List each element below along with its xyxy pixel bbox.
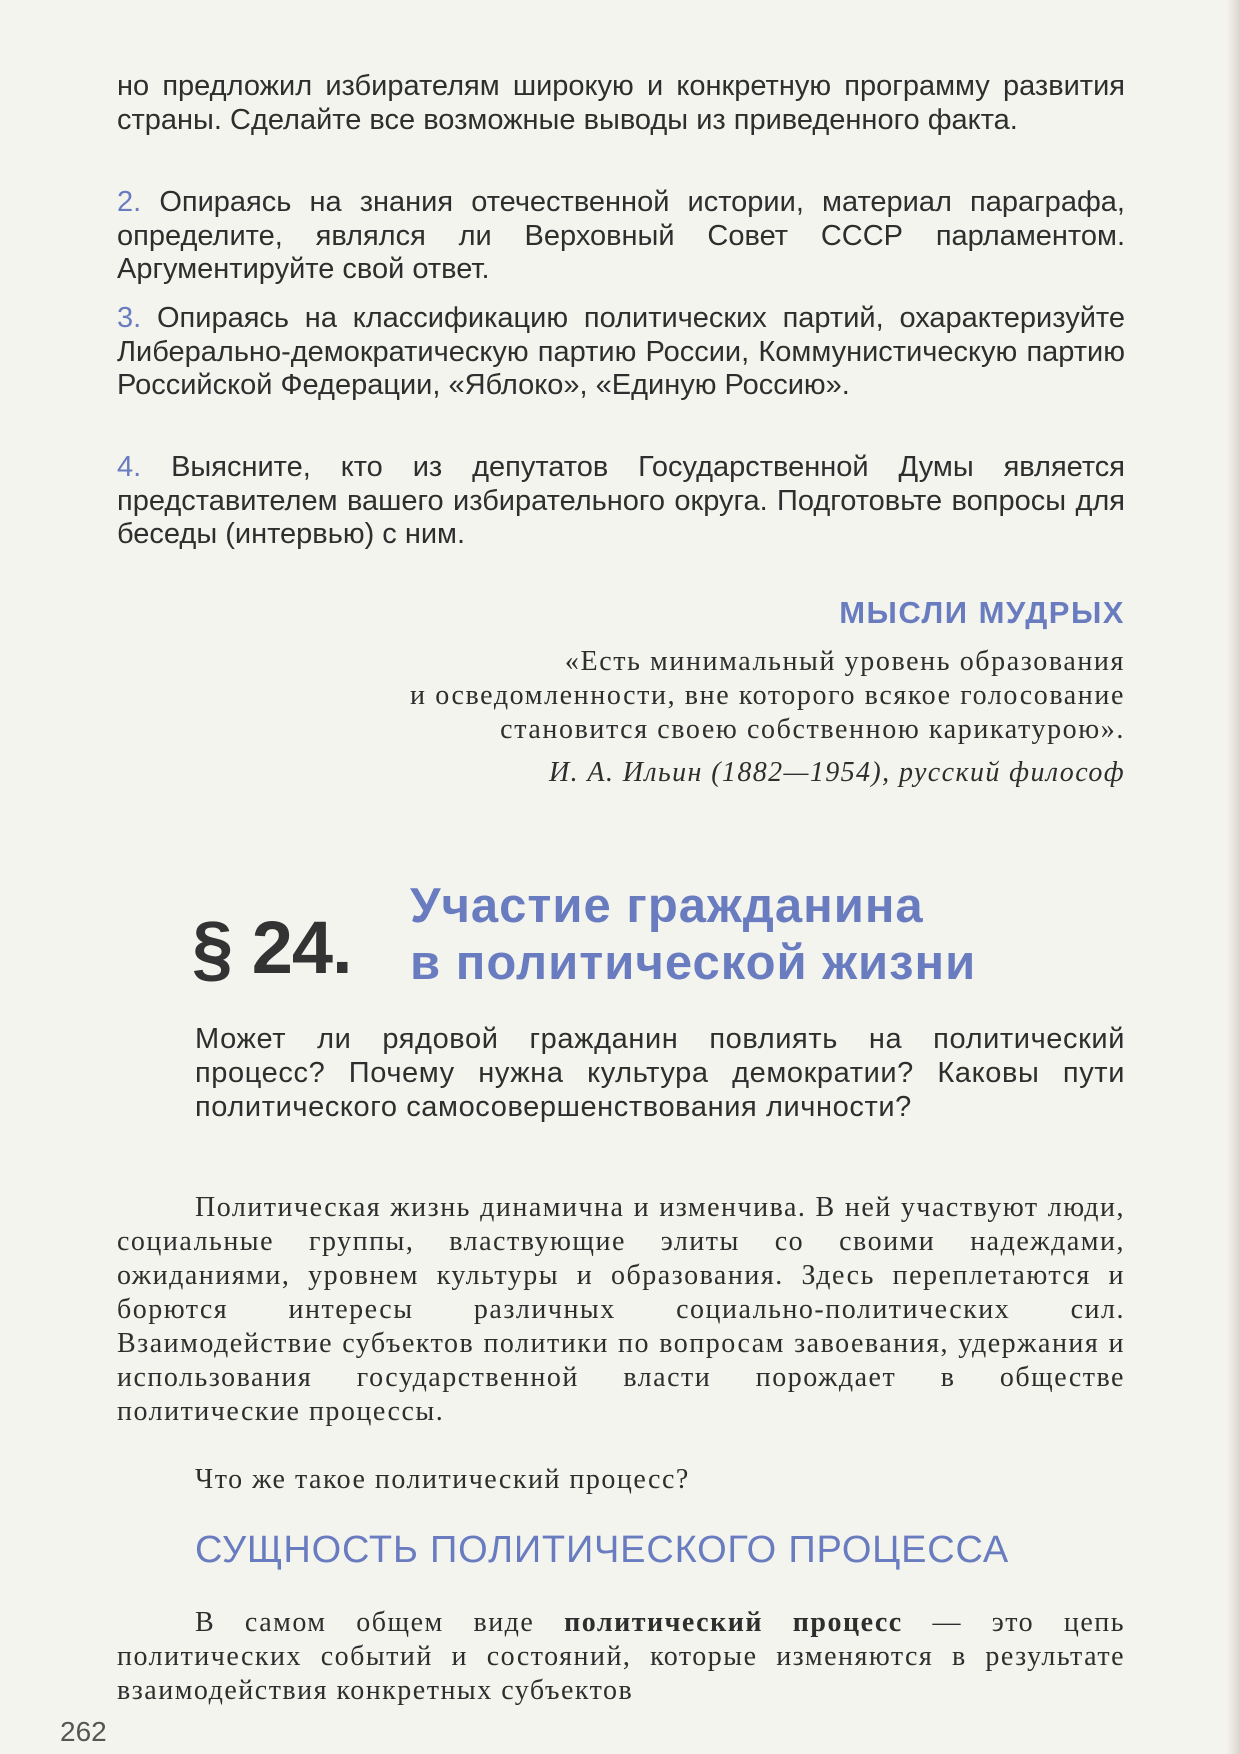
quote-line: «Есть минимальный уровень образования bbox=[564, 646, 1125, 677]
intro-questions: Может ли рядовой гражданин повлиять на политический процесс? Почему нужна культура демократии? Каковы пути политического самосовершенствования личности? bbox=[195, 1023, 1125, 1123]
body-question: Что же такое политический процесс? bbox=[195, 1464, 690, 1495]
question-3 bbox=[117, 302, 1125, 403]
definition-intro: В самом общем виде bbox=[195, 1607, 535, 1638]
question-number: 2. bbox=[117, 186, 142, 218]
wise-thoughts-title: МЫСЛИ МУДРЫХ bbox=[839, 595, 1125, 630]
question-number: 4. bbox=[117, 451, 142, 483]
question-2 bbox=[117, 186, 1125, 287]
question-number: 3. bbox=[117, 302, 142, 334]
quote-line: становится своею собственною карикатурою». bbox=[500, 714, 1125, 745]
quote-author: И. А. Ильин (1882—1954), русский философ bbox=[549, 757, 1125, 788]
paragraph-title-line: Участие гражданина bbox=[410, 879, 924, 933]
question-text: Выясните, кто из депутатов Государственной Думы является представителем вашего избирательного округа. Подготовьте вопросы для беседы (интервью) с ним. bbox=[117, 451, 1125, 550]
section-title: СУЩНОСТЬ ПОЛИТИЧЕСКОГО ПРОЦЕССА bbox=[195, 1529, 1010, 1571]
body-paragraph-definition bbox=[117, 1606, 1125, 1708]
body-paragraph: Политическая жизнь динамична и изменчива. В ней участвуют люди, социальные группы, властвующие элиты со своими надеждами, ожиданиями, уровнем культуры и образования. Здесь переплетаются и борются интересы различных социально-политических сил. Взаимодействие субъектов политики по вопросам завоевания, удержания и использования государственной власти порождает в обществе политические процессы. bbox=[117, 1192, 1125, 1427]
definition-term: политический процесс bbox=[564, 1607, 903, 1638]
definition-text: — это цепь политических событий и состояний, которые изменяются в результате взаимодействия конкретных субъектов bbox=[117, 1607, 1125, 1706]
paragraph-title-line: в политической жизни bbox=[410, 936, 977, 990]
page-edge bbox=[1226, 0, 1240, 1754]
question-text: Опираясь на знания отечественной истории, материал параграфа, определите, являлся ли Верховный Совет СССР парламентом. Аргументируйте свой ответ. bbox=[117, 186, 1125, 285]
question-text: Опираясь на классификацию политических партий, охарактеризуйте Либерально-демократическую партию России, Коммунистическую партию Российской Федерации, «Яблоко», «Единую Россию». bbox=[117, 302, 1125, 401]
paragraph-title bbox=[410, 878, 976, 992]
wise-quote bbox=[225, 645, 1125, 747]
page-number: 262 bbox=[60, 1716, 107, 1747]
quote-line: и осведомленности, вне которого всякое голосование bbox=[410, 680, 1125, 711]
question-continuation: но предложил избирателям широкую и конкретную программу развития страны. Сделайте все возможные выводы из приведенного факта. bbox=[117, 70, 1125, 136]
question-4 bbox=[117, 451, 1125, 552]
paragraph-number: § 24. bbox=[192, 906, 352, 989]
